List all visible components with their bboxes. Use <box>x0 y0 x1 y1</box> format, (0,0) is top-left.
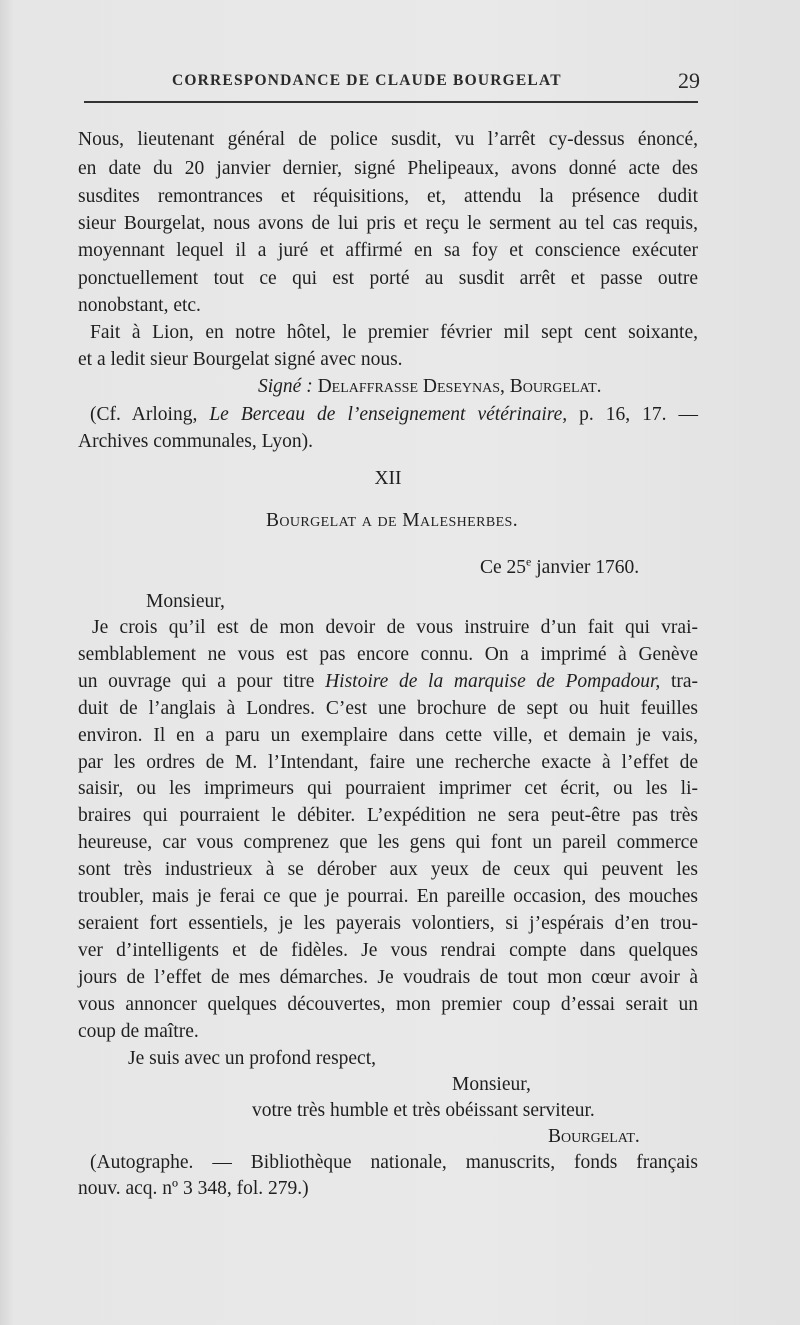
letter-line-8: braires qui pourraient le débiter. L’expédition ne sera peut-être pas très <box>78 805 698 826</box>
book-title: Histoire de la marquise de Pompadour, <box>325 671 661 692</box>
page-number: 29 <box>678 68 700 93</box>
letter-line-16: coup de maître. <box>78 1021 199 1042</box>
letter-date <box>480 555 700 582</box>
section-number: XII <box>374 468 402 489</box>
citation-line-1 <box>90 402 698 429</box>
letter-line-6: par les ordres de M. l’Intendant, faire une recherche exacte à l’effet de <box>78 752 698 773</box>
source-line-2: nouv. acq. nº 3 348, fol. 279.) <box>78 1178 309 1199</box>
running-title: CORRESPONDANCE DE CLAUDE BOURGELAT <box>172 72 562 89</box>
paragraph-2-line-2: et a ledit sieur Bourgelat signé avec nous. <box>78 349 403 370</box>
letter-line-3-suffix: tra- <box>670 671 699 692</box>
section-heading: Bourgelat a de Malesherbes. <box>266 510 518 531</box>
citation-suffix: p. 16, 17. — <box>579 404 699 425</box>
citation-title: Le Berceau de l’enseignement vétérinaire, <box>209 404 568 425</box>
signed-line <box>258 374 698 401</box>
letter-line-11: troubler, mais je ferai ce que je pourrai. En pareille occasion, des mouches <box>78 886 698 907</box>
signed-label: Signé : <box>258 376 313 397</box>
letter-line-3 <box>78 669 698 696</box>
letter-line-7: saisir, ou les imprimeurs qui pourraient imprimer cet écrit, ou les li- <box>78 778 698 799</box>
date-sup: e <box>526 554 532 569</box>
letter-line-5: environ. Il en a paru un exemplaire dans cette ville, et demain je vais, <box>78 725 698 746</box>
letter-line-12: seraient fort essentiels, je les payerais volontiers, si j’espérais d’en trou- <box>78 913 698 934</box>
date-day: Ce 25 <box>480 557 527 578</box>
letter-line-13: ver d’intelligents et de fidèles. Je vous rendrai compte dans quelques <box>78 940 698 961</box>
citation-prefix: (Cf. Arloing, <box>90 404 198 425</box>
closing-monsieur: Monsieur, <box>452 1074 531 1095</box>
salutation: Monsieur, <box>146 591 225 612</box>
letter-line-9: heureuse, car vous comprenez que les gens qui font un pareil commerce <box>78 832 698 853</box>
paragraph-1-line-7: nonobstant, etc. <box>78 295 201 316</box>
paragraph-1-line-4: sieur Bourgelat, nous avons de lui pris et reçu le serment au tel cas requis, <box>78 213 698 234</box>
date-rest: janvier 1760. <box>531 557 640 578</box>
signature: Bourgelat. <box>548 1126 640 1147</box>
letter-line-14: jours de l’effet de mes démarches. Je voudrais de tout mon cœur avoir à <box>78 967 698 988</box>
paragraph-1-line-3: susdites remontrances et réquisitions, et, attendu la présence dudit <box>78 186 698 207</box>
letter-line-4: duit de l’anglais à Londres. C’est une brochure de sept ou huit feuilles <box>78 698 698 719</box>
letter-line-1: Je crois qu’il est de mon devoir de vous instruire d’un fait qui vrai- <box>92 617 698 638</box>
paragraph-1-line-2: en date du 20 janvier dernier, signé Phelipeaux, avons donné acte des <box>78 158 698 179</box>
paragraph-1-line-1: Nous, lieutenant général de police susdit, vu l’arrêt cy-dessus énoncé, <box>78 129 698 150</box>
signed-names: Delaffrasse Deseynas, Bourgelat. <box>317 376 602 397</box>
letter-line-15: vous annoncer quelques découvertes, mon premier coup d’essai serait un <box>78 994 698 1015</box>
letter-line-3-prefix: un ouvrage qui a pour titre <box>78 671 315 692</box>
closing-respect: Je suis avec un profond respect, <box>128 1048 377 1069</box>
page-header <box>172 68 702 96</box>
source-line-1: (Autographe. — Bibliothèque nationale, manuscrits, fonds français <box>90 1152 698 1173</box>
letter-line-2: semblablement ne vous est pas encore connu. On a imprimé à Genève <box>78 644 698 665</box>
letter-line-10: sont très industrieux à se dérober aux yeux de ceux qui peuvent les <box>78 859 698 880</box>
citation-line-2: Archives communales, Lyon). <box>78 431 314 452</box>
paragraph-1-line-5: moyennant lequel il a juré et affirmé en sa foy et conscience exécuter <box>78 240 698 261</box>
paragraph-1-line-6: ponctuellement tout ce qui est porté au susdit arrêt et passe outre <box>78 268 698 289</box>
closing-servant: votre très humble et très obéissant serviteur. <box>252 1100 595 1121</box>
header-rule <box>84 101 698 103</box>
paragraph-2-line-1: Fait à Lion, en notre hôtel, le premier février mil sept cent soixante, <box>90 322 698 343</box>
